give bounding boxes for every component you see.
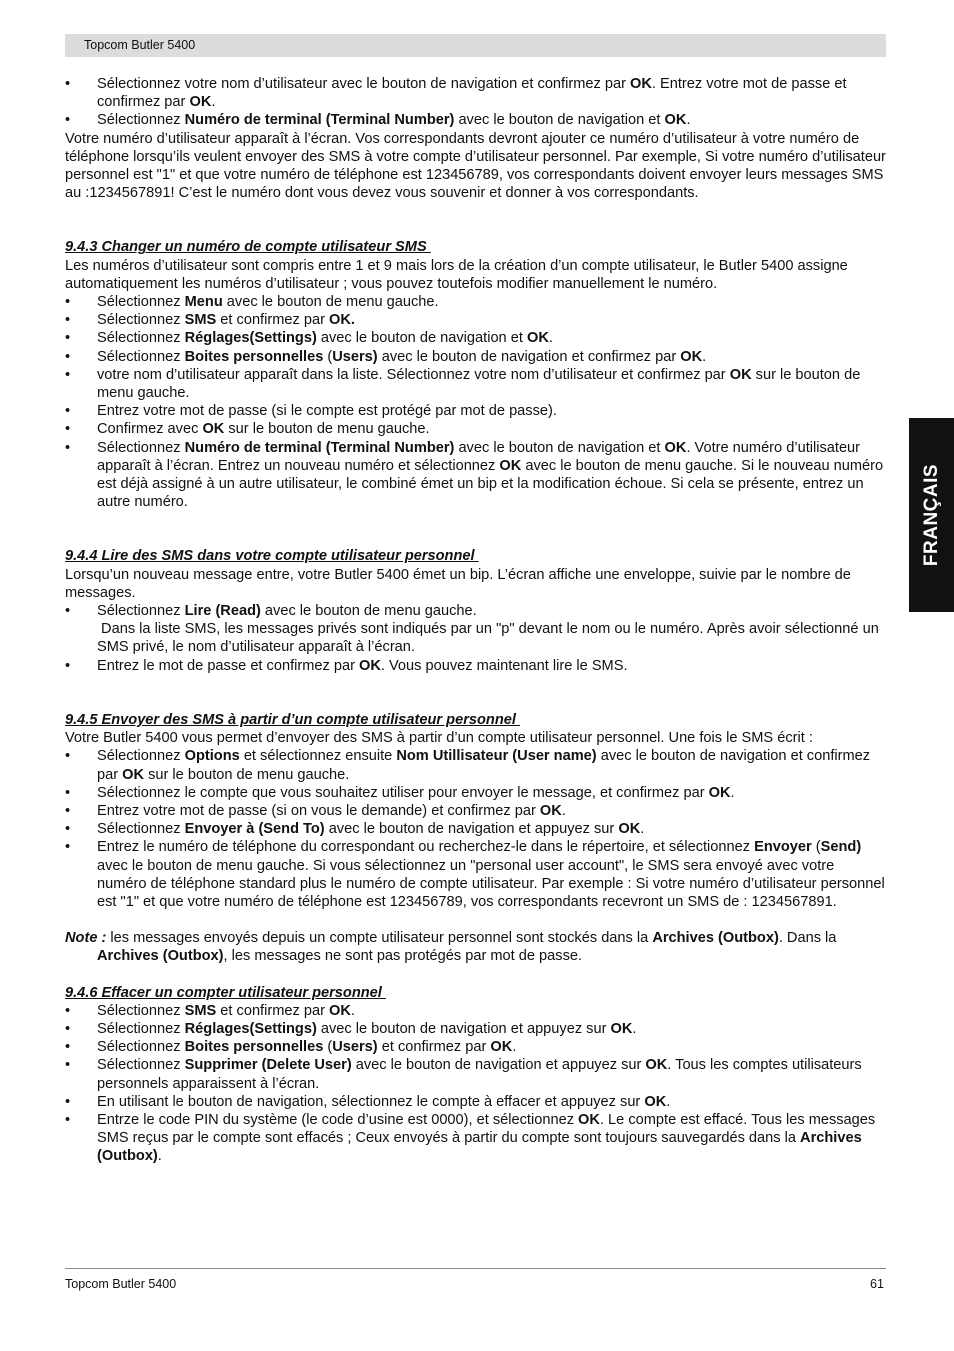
bullet-item (65, 348, 887, 366)
bullet-item (65, 602, 887, 620)
header-bar (65, 34, 886, 57)
footer-divider (65, 1268, 886, 1269)
bullet-marker: • (65, 1111, 71, 1128)
note (65, 929, 887, 965)
bullet-marker: • (65, 748, 71, 765)
bullet-item (65, 838, 887, 911)
bullet-marker: • (65, 603, 71, 620)
bullet-marker: • (65, 657, 71, 674)
bullet-item (65, 747, 887, 783)
bullet-item (65, 111, 887, 129)
bullet-marker: • (65, 439, 71, 456)
section-heading: 9.4.5 Envoyer des SMS à partir d’un compte utilisateur personnel (65, 711, 520, 728)
note-text: les messages envoyés depuis un compte utilisateur personnel sont stockés dans la Archives (Outbox). Dans la Archives (Outbox), les messages ne sont pas protégés par mot de passe. (97, 930, 837, 965)
bullet-marker: • (65, 821, 71, 838)
spacer (65, 511, 887, 547)
bullet-item (65, 784, 887, 802)
bullet-item (65, 1020, 887, 1038)
bullet-item (65, 802, 887, 820)
section-heading: 9.4.3 Changer un numéro de compte utilisateur SMS (65, 239, 431, 256)
bullet-marker: • (65, 839, 71, 856)
bullet-text: Sélectionnez Réglages(Settings) avec le bouton de navigation et OK. (97, 330, 553, 347)
header-title: Topcom Butler 5400 (84, 38, 196, 52)
bullet-text: Sélectionnez le compte que vous souhaitez utiliser pour envoyer le message, et confirmez par OK. (97, 784, 735, 801)
bullet-item (65, 420, 887, 438)
language-tab (909, 418, 954, 612)
language-tab-label: FRANÇAIS (920, 463, 942, 567)
bullet-item (65, 402, 887, 420)
bullet-item (65, 820, 887, 838)
bullet-marker: • (65, 366, 71, 383)
spacer (65, 911, 887, 929)
bullet-marker: • (65, 802, 71, 819)
bullet-marker: • (65, 348, 71, 365)
bullet-item (65, 366, 887, 402)
bullet-text: Entrez votre mot de passe (si le compte est protégé par mot de passe). (97, 403, 557, 420)
bullet-item (65, 311, 887, 329)
bullet-marker: • (65, 1039, 71, 1056)
bullet-marker: • (65, 1093, 71, 1110)
spacer (65, 966, 887, 984)
bullet-item (65, 657, 887, 675)
bullet-text: Sélectionnez Options et sélectionnez ensuite Nom Utillisateur (User name) avec le bouton de navigation et confirmez par OK sur le bouton de menu gauche. (97, 748, 871, 783)
bullet-marker: • (65, 112, 71, 129)
bullet-text: Entrez votre mot de passe (si on vous le demande) et confirmez par OK. (97, 802, 566, 819)
bullet-text: votre nom d’utilisateur apparaît dans la liste. Sélectionnez votre nom d’utilisateur et confirmez par OK sur le bouton de menu gauche. (97, 366, 861, 402)
bullet-item (65, 1002, 887, 1020)
bullet-marker: • (65, 1002, 71, 1019)
bullet-item (65, 1038, 887, 1056)
bullet-item (65, 1093, 887, 1111)
section-heading: 9.4.4 Lire des SMS dans votre compte utilisateur personnel (65, 548, 479, 565)
page-content (65, 75, 887, 1166)
bullet-text: Sélectionnez SMS et confirmez par OK. (97, 1002, 355, 1019)
bullet-item (65, 1056, 887, 1092)
bullet-text: Sélectionnez Envoyer à (Send To) avec le bouton de navigation et appuyez sur OK. (97, 821, 645, 838)
paragraph: Votre Butler 5400 vous permet d’envoyer des SMS à partir d’un compte utilisateur personnel. Une fois le SMS écrit : (65, 730, 813, 747)
spacer (65, 202, 887, 238)
bullet-marker: • (65, 330, 71, 347)
bullet-text: Sélectionnez Réglages(Settings) avec le bouton de navigation et appuyez sur OK. (97, 1020, 637, 1037)
bullet-marker: • (65, 403, 71, 420)
page-number: 61 (870, 1277, 884, 1291)
bullet-text: Confirmez avec OK sur le bouton de menu gauche. (97, 421, 430, 438)
footer-title: Topcom Butler 5400 (65, 1277, 177, 1291)
bullet-text: Sélectionnez Supprimer (Delete User) avec le bouton de navigation et appuyez sur OK. Tous les comptes utilisateurs personnels apparaissent à l’écran. (97, 1057, 862, 1092)
bullet-marker: • (65, 1020, 71, 1037)
note-label: Note : (65, 930, 107, 947)
bullet-text: Entrze le code PIN du système (le code d’usine est 0000), et sélectionnez OK. Le compte est effacé. Tous les messages SMS reçus par le compte sont effacés ; Ceux envoyés à partir du compte sont toujours sauvegardés dans la Archives (Outbox). (97, 1111, 876, 1165)
paragraph: Lorsqu’un nouveau message entre, votre Butler 5400 émet un bip. L’écran affiche une enveloppe, suivie par le nombre de messages. (65, 566, 851, 601)
bullet-marker: • (65, 1057, 71, 1074)
bullet-item (65, 329, 887, 347)
bullet-text: En utilisant le bouton de navigation, sélectionnez le compte à effacer et appuyez sur OK. (97, 1093, 671, 1110)
bullet-marker: • (65, 421, 71, 438)
bullet-item (65, 75, 887, 111)
indented-paragraph: Dans la liste SMS, les messages privés sont indiqués par un "p" devant le nom ou le numéro. Après avoir sélectionné un SMS privé, le nom d’utilisateur apparaît à l’écran. (97, 621, 879, 656)
bullet-text: Sélectionnez Lire (Read) avec le bouton de menu gauche. (97, 603, 477, 620)
bullet-marker: • (65, 312, 71, 329)
section-heading: 9.4.6 Effacer un compter utilisateur personnel (65, 984, 386, 1001)
bullet-text: Sélectionnez SMS et confirmez par OK. (97, 312, 355, 329)
bullet-marker: • (65, 76, 71, 92)
paragraph: Les numéros d’utilisateur sont compris entre 1 et 9 mais lors de la création d’un compte utilisateur, le Butler 5400 assigne automatiquement les numéros d’utilisateur ; vous pouvez toutefois modifier manuellement le numéro. (65, 257, 848, 292)
bullet-text: Entrez le numéro de téléphone du correspondant ou recherchez-le dans le répertoire, et sélectionnez Envoyer (Send) avec le bouton de menu gauche. Si vous sélectionnez un "personal user account", le SMS sera envoyé avec votre numéro de téléphone standard plus le numéro de compte utilisateur. Par exemple : Si votre numéro d’utilisateur personnel est "1" et que votre numéro de téléphone est 123456789, vos correspondants recevront un SMS de : 1234567891. (97, 839, 885, 910)
bullet-marker: • (65, 784, 71, 801)
bullet-text: Sélectionnez Numéro de terminal (Terminal Number) avec le bouton de navigation et OK. Votre numéro d’utilisateur apparaît à l’écran. Entrez un nouveau numéro et sélectionnez OK avec le bouton de menu gauche. Si le nouveau numéro est déjà assigné à un autre utilisateur, le combiné émet un bip et la modification échoue. Si cela se présente, entrez un autre numéro. (97, 439, 884, 511)
bullet-item (65, 1111, 887, 1166)
bullet-text: Sélectionnez Menu avec le bouton de menu gauche. (97, 294, 439, 311)
bullet-item (65, 293, 887, 311)
bullet-marker: • (65, 294, 71, 311)
bullet-item (65, 439, 887, 512)
bullet-text: Entrez le mot de passe et confirmez par OK. Vous pouvez maintenant lire le SMS. (97, 657, 628, 674)
bullet-text: Sélectionnez Boites personnelles (Users) avec le bouton de navigation et confirmez par OK. (97, 348, 707, 365)
paragraph: Votre numéro d’utilisateur apparaît à l’écran. Vos correspondants devront ajouter ce numéro d’utilisateur à votre numéro de téléphone lorsqu’ils veulent envoyer des SMS à votre compte d’utilisateur personnel. Par exemple, Si votre numéro d’utilisateur personnel est "1" et que votre numéro de téléphone est 123456789, vos correspondants doivent envoyer leurs messages SMS au :1234567891! C’est le numéro dont vous devez vous souvenir et donner à vos correspondants. (65, 130, 886, 202)
spacer (65, 675, 887, 711)
bullet-text: Sélectionnez votre nom d’utilisateur avec le bouton de navigation et confirmez par OK. Entrez votre mot de passe et confirmez par OK. (97, 76, 847, 111)
bullet-text: Sélectionnez Boites personnelles (Users) et confirmez par OK. (97, 1039, 517, 1056)
bullet-text: Sélectionnez Numéro de terminal (Terminal Number) avec le bouton de navigation et OK. (97, 112, 691, 129)
